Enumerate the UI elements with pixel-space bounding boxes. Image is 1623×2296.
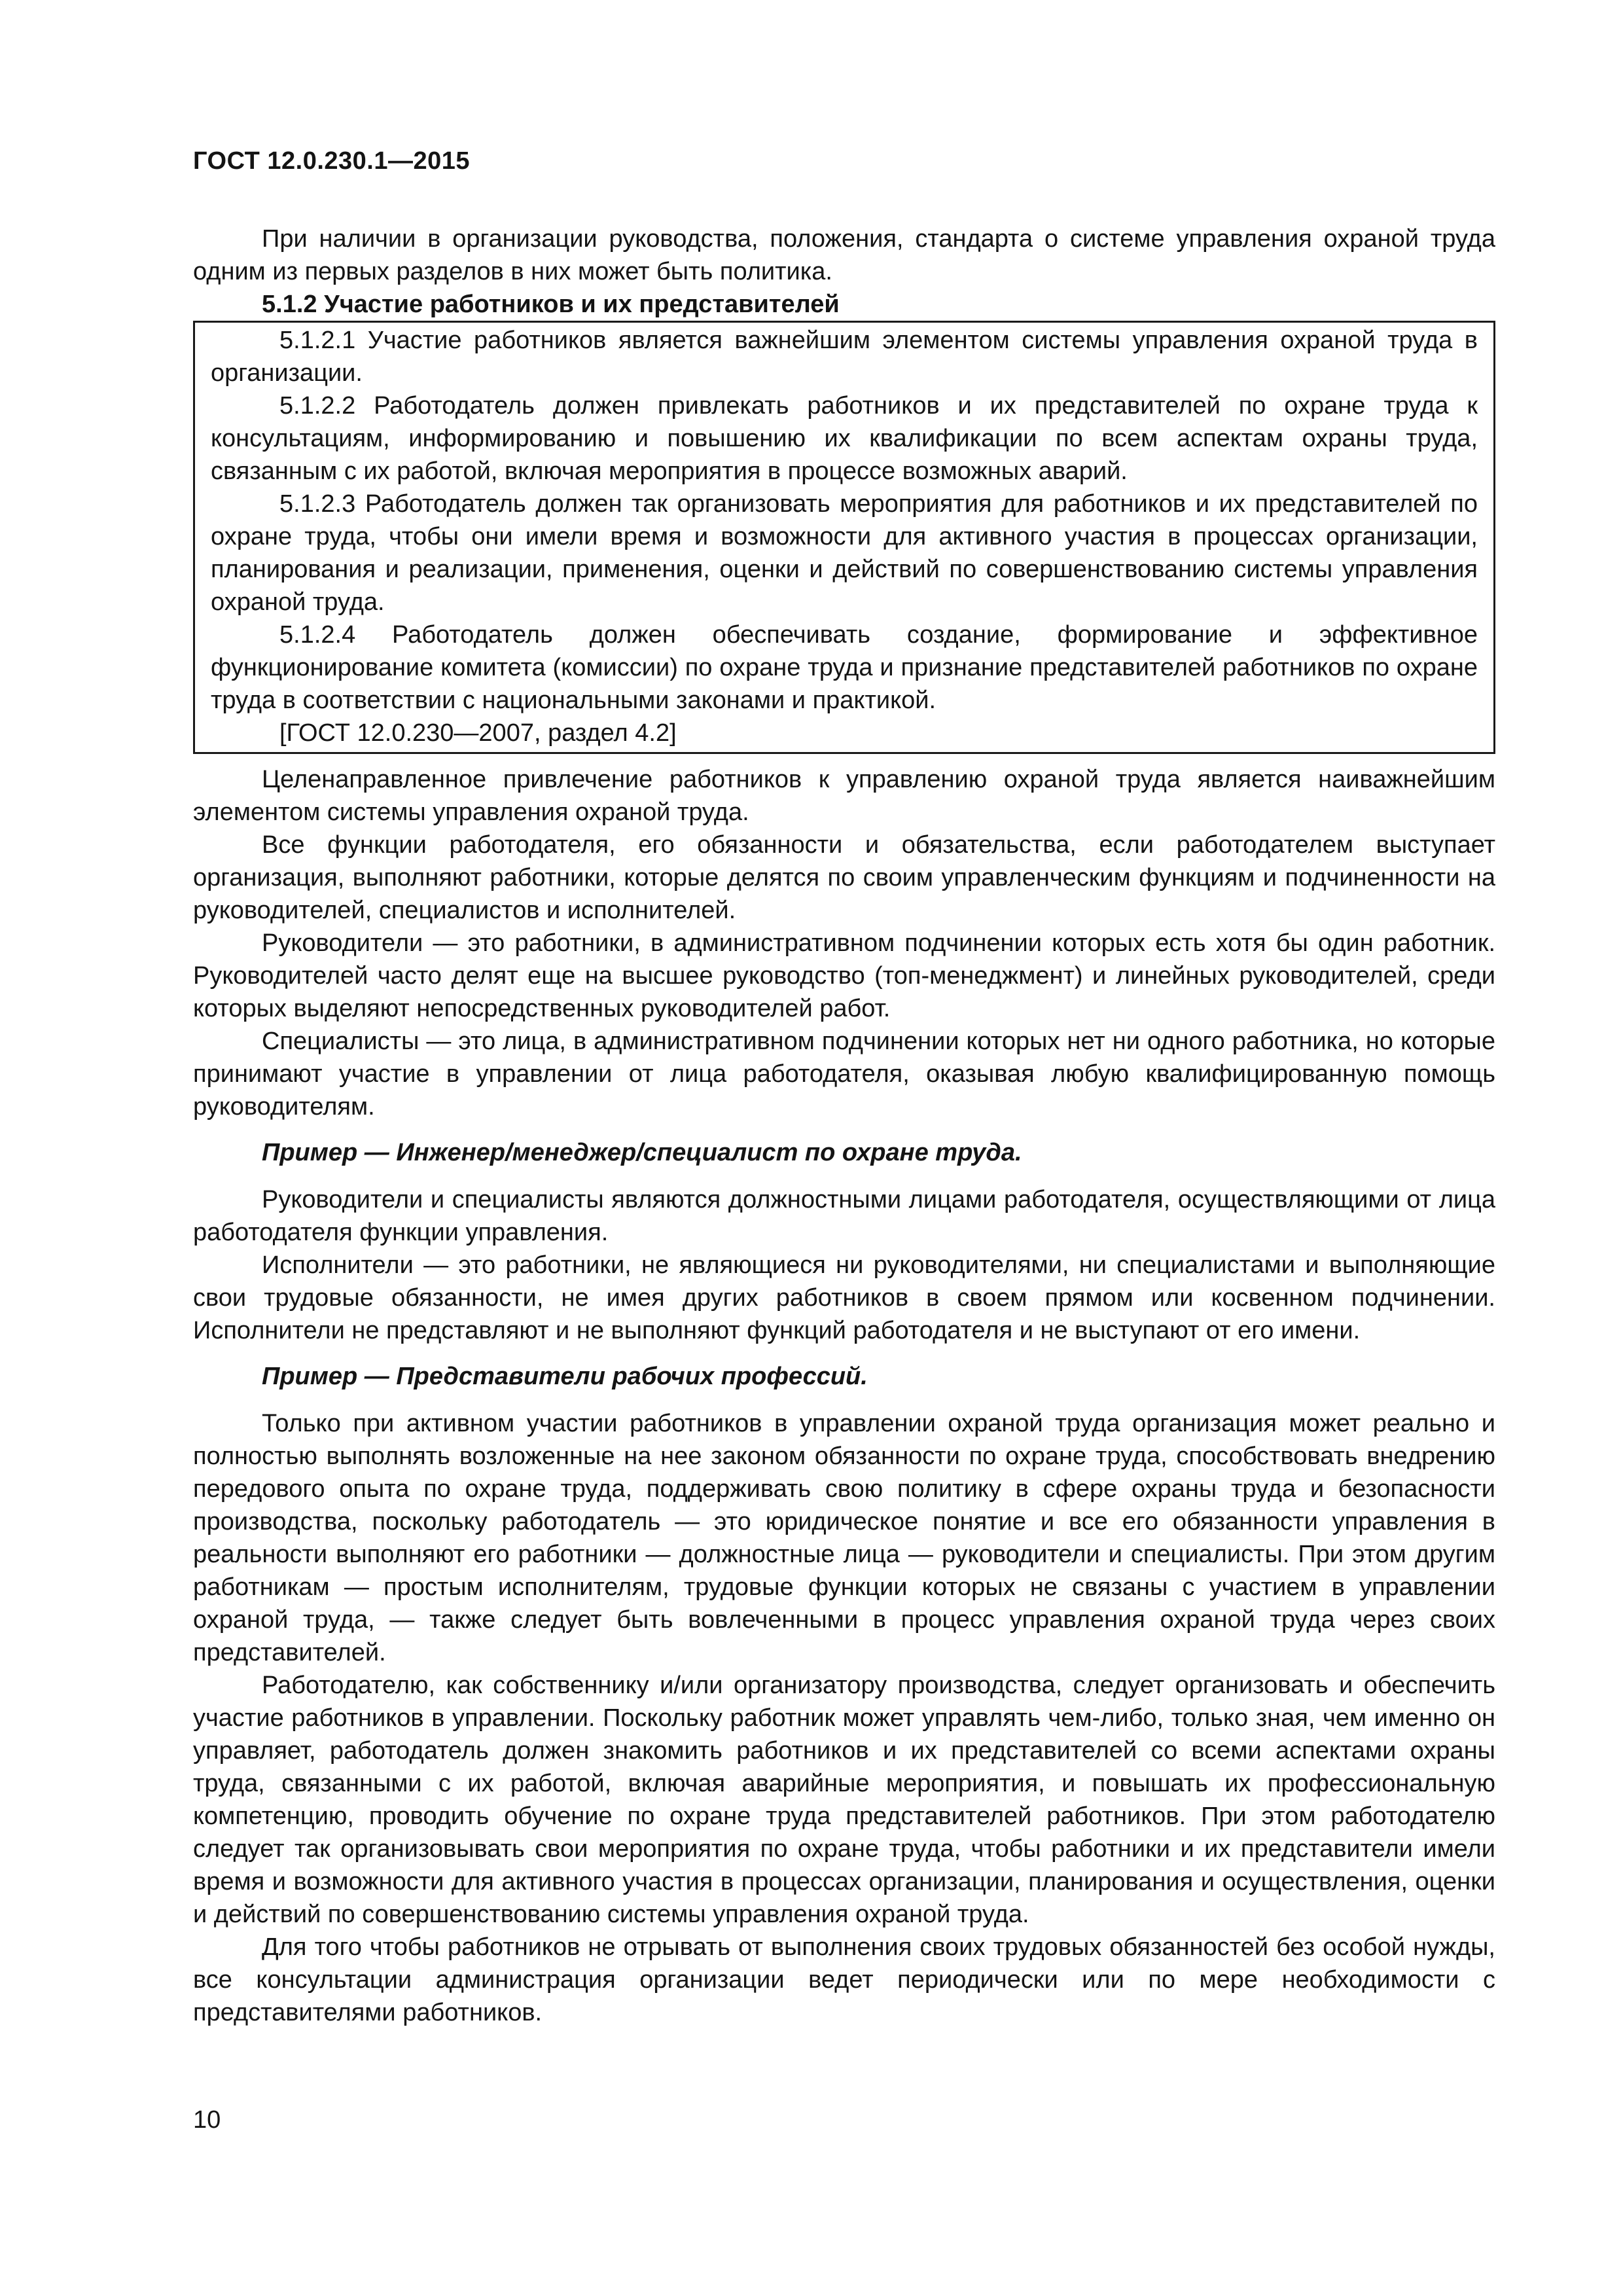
body-paragraph: Только при активном участии работников в управлении охраной труда организация может реально и полностью выполнять возложенные на нее законом обязанности по охране труда, способствовать внедрению передового опыта по охране труда, поддерживать свою политику в сфере охраны труда и безопасности производства, поскольку работодатель — это юридическое понятие и все его обязанности управления в реальности выполняют его работники — должностные лица — руководители и специалисты. При этом другим работникам — простым исполнителям, трудовые функции которых не связаны с участием в управлении охраной труда, — также следует быть вовлеченными в процесс управления охраной труда через своих представителей.: [193, 1410, 1495, 1666]
quote-item: 5.1.2.2 Работодатель должен привлекать работников и их представителей по охране труда к консультациям, информированию и повышению их квалификации по всем аспектам охраны труда, связанным с их работой, включая мероприятия в процессе возможных аварий.: [211, 392, 1478, 485]
body-paragraph: Руководители — это работники, в административном подчинении которых есть хотя бы один работник. Руководителей часто делят еще на высшее руководство (топ-менеджмент) и линейных руководителей, среди которых выделяют непосредственных руководителей работ.: [193, 929, 1495, 1022]
body-paragraph: Для того чтобы работников не отрывать от выполнения своих трудовых обязанностей без особой нужды, все консультации администрация организации ведет периодически или по мере необходимости с представителями работников.: [193, 1933, 1495, 2026]
quote-item: 5.1.2.1 Участие работников является важнейшим элементом системы управления охраной труда в организации.: [211, 327, 1478, 387]
example-note: Пример — Инженер/менеджер/специалист по охране труда.: [262, 1139, 1022, 1166]
body-paragraph: Работодателю, как собственнику и/или организатору производства, следует организовать и обеспечить участие работников в управлении. Поскольку работник может управлять чем-либо, только зная, чем именно он управляет, работодатель должен знакомить работников и их представителей со всеми аспектами охраны труда, связанными с их работой, включая аварийные мероприятия, и повышать их профессиональную компетенцию, проводить обучение по охране труда представителей работников. При этом работодателю следует так организовывать свои мероприятия по охране труда, чтобы работники и их представители имели время и возможности для активного участия в процессах организации, планирования и осуществления, оценки и действий по совершенствованию системы управления охраной труда.: [193, 1672, 1495, 1928]
body-paragraph: Все функции работодателя, его обязанности и обязательства, если работодателем выступает организация, выполняют работники, которые делятся по своим управленческим функциям и подчиненности на руководителей, специалистов и исполнителей.: [193, 831, 1495, 924]
body-paragraph: Исполнители — это работники, не являющиеся ни руководителями, ни специалистами и выполняющие свои трудовые обязанности, не имея других работников в своем прямом или косвенном подчинении. Исполнители не представляют и не выполняют функций работодателя и не выступают от его имени.: [193, 1251, 1495, 1344]
body-paragraph: Целенаправленное привлечение работников к управлению охраной труда является наиважнейшим элементом системы управления охраной труда.: [193, 766, 1495, 826]
quote-source: [ГОСТ 12.0.230—2007, раздел 4.2]: [279, 719, 677, 747]
example-note: Пример — Представители рабочих профессий.: [262, 1363, 868, 1390]
page-content: [193, 223, 1495, 2029]
quote-item: 5.1.2.4 Работодатель должен обеспечивать создание, формирование и эффективное функционирование комитета (комиссии) по охране труда и признание представителей работников по охране труда в соответствии с национальными законами и практикой.: [211, 621, 1478, 714]
intro-paragraph: При наличии в организации руководства, положения, стандарта о системе управления охраной труда одним из первых разделов в них может быть политика.: [193, 225, 1495, 285]
body-paragraph: Руководители и специалисты являются должностными лицами работодателя, осуществляющими от лица работодателя функции управления.: [193, 1186, 1495, 1246]
section-heading: 5.1.2 Участие работников и их представителей: [262, 291, 840, 318]
body-paragraph: Специалисты — это лица, в административном подчинении которых нет ни одного работника, но которые принимают участие в управлении от лица работодателя, оказывая любую квалифицированную помощь руководителям.: [193, 1028, 1495, 1121]
quoted-standard-box: [193, 321, 1495, 754]
page-number: 10: [193, 2106, 221, 2134]
document-header: ГОСТ 12.0.230.1—2015: [193, 147, 471, 175]
quote-item: 5.1.2.3 Работодатель должен так организовать мероприятия для работников и их представителей по охране труда, чтобы они имели время и возможности для активного участия в процессах организации, планирования и реализации, применения, оценки и действий по совершенствованию системы управления охраной труда.: [211, 490, 1478, 616]
